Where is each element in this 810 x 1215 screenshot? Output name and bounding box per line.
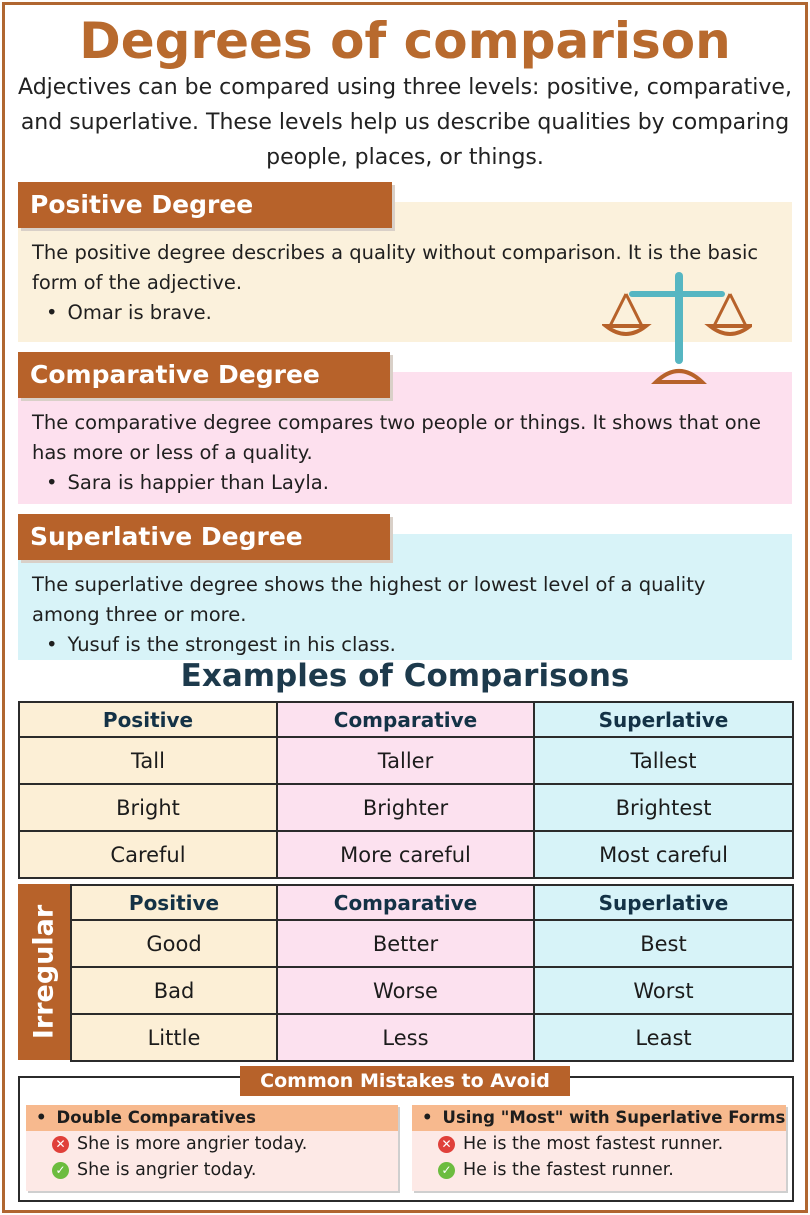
table-cell: Best bbox=[534, 920, 793, 967]
superlative-description: The superlative degree shows the highest or lowest level of a quality among three or more. bbox=[32, 573, 706, 626]
superlative-example: • Yusuf is the strongest in his class. bbox=[32, 630, 778, 660]
comparative-example: • Sara is happier than Layla. bbox=[32, 468, 778, 498]
mistake-card-most-superlative bbox=[412, 1105, 786, 1191]
irregular-label: Irregular bbox=[28, 904, 60, 1040]
mistake-heading: • Using "Most" with Superlative Forms bbox=[412, 1105, 786, 1131]
check-icon: ✓ bbox=[52, 1162, 69, 1179]
examples-table bbox=[18, 701, 794, 879]
comparative-body bbox=[32, 408, 778, 498]
irregular-side-label bbox=[18, 884, 70, 1060]
examples-title: Examples of Comparisons bbox=[180, 658, 630, 694]
examples-header-row bbox=[19, 702, 793, 737]
comparative-description: The comparative degree compares two people or things. It shows that one has more or less of a quality. bbox=[32, 411, 761, 464]
irregular-header-positive: Positive bbox=[71, 885, 277, 920]
positive-example: • Omar is brave. bbox=[32, 298, 778, 328]
examples-header-superlative: Superlative bbox=[534, 702, 793, 737]
mistake-right-line bbox=[412, 1157, 786, 1183]
check-icon: ✓ bbox=[438, 1162, 455, 1179]
table-cell: Little bbox=[71, 1014, 277, 1061]
mistakes-title: Common Mistakes to Avoid bbox=[240, 1066, 570, 1096]
table-cell: Most careful bbox=[534, 831, 793, 878]
table-row bbox=[19, 784, 793, 831]
table-row bbox=[19, 737, 793, 784]
examples-header-comparative: Comparative bbox=[277, 702, 534, 737]
irregular-header-comparative: Comparative bbox=[277, 885, 534, 920]
table-cell: Good bbox=[71, 920, 277, 967]
cross-icon: ✕ bbox=[52, 1136, 69, 1153]
balance-scale-icon bbox=[602, 268, 752, 388]
superlative-body bbox=[32, 570, 778, 660]
table-cell: Worse bbox=[277, 967, 534, 1014]
table-cell: Worst bbox=[534, 967, 793, 1014]
table-cell: More careful bbox=[277, 831, 534, 878]
mistake-wrong-line bbox=[26, 1131, 398, 1157]
table-row bbox=[19, 831, 793, 878]
mistake-wrong-text: She is more angrier today. bbox=[77, 1134, 308, 1154]
comparative-heading: Comparative Degree bbox=[18, 352, 390, 398]
table-cell: Brightest bbox=[534, 784, 793, 831]
mistake-heading: • Double Comparatives bbox=[26, 1105, 398, 1131]
superlative-section bbox=[18, 514, 792, 660]
irregular-header-superlative: Superlative bbox=[534, 885, 793, 920]
table-cell: Least bbox=[534, 1014, 793, 1061]
table-cell: Bright bbox=[19, 784, 277, 831]
table-cell: Brighter bbox=[277, 784, 534, 831]
positive-heading: Positive Degree bbox=[18, 182, 392, 228]
cross-icon: ✕ bbox=[438, 1136, 455, 1153]
table-cell: Better bbox=[277, 920, 534, 967]
examples-header-positive: Positive bbox=[19, 702, 277, 737]
mistake-right-line bbox=[26, 1157, 398, 1183]
table-row bbox=[71, 920, 793, 967]
table-cell: Taller bbox=[277, 737, 534, 784]
irregular-table bbox=[70, 884, 794, 1062]
table-cell: Bad bbox=[71, 967, 277, 1014]
mistake-right-text: She is angrier today. bbox=[77, 1160, 257, 1180]
table-cell: Less bbox=[277, 1014, 534, 1061]
intro-text: Adjectives can be compared using three levels: positive, comparative, and superlative. These levels help us describe qualities by comparing people, places, or things. bbox=[18, 75, 792, 170]
irregular-header-row bbox=[71, 885, 793, 920]
table-cell: Tallest bbox=[534, 737, 793, 784]
mistake-wrong-line bbox=[412, 1131, 786, 1157]
table-cell: Tall bbox=[19, 737, 277, 784]
table-row bbox=[71, 967, 793, 1014]
table-row bbox=[71, 1014, 793, 1061]
table-cell: Careful bbox=[19, 831, 277, 878]
superlative-heading: Superlative Degree bbox=[18, 514, 390, 560]
page-title: Degrees of comparison bbox=[79, 12, 731, 70]
positive-description: The positive degree describes a quality without comparison. It is the basic form of the adjective. bbox=[32, 241, 759, 294]
mistake-right-text: He is the fastest runner. bbox=[463, 1160, 674, 1180]
mistake-card-double-comparatives bbox=[26, 1105, 398, 1191]
mistake-wrong-text: He is the most fastest runner. bbox=[463, 1134, 724, 1154]
